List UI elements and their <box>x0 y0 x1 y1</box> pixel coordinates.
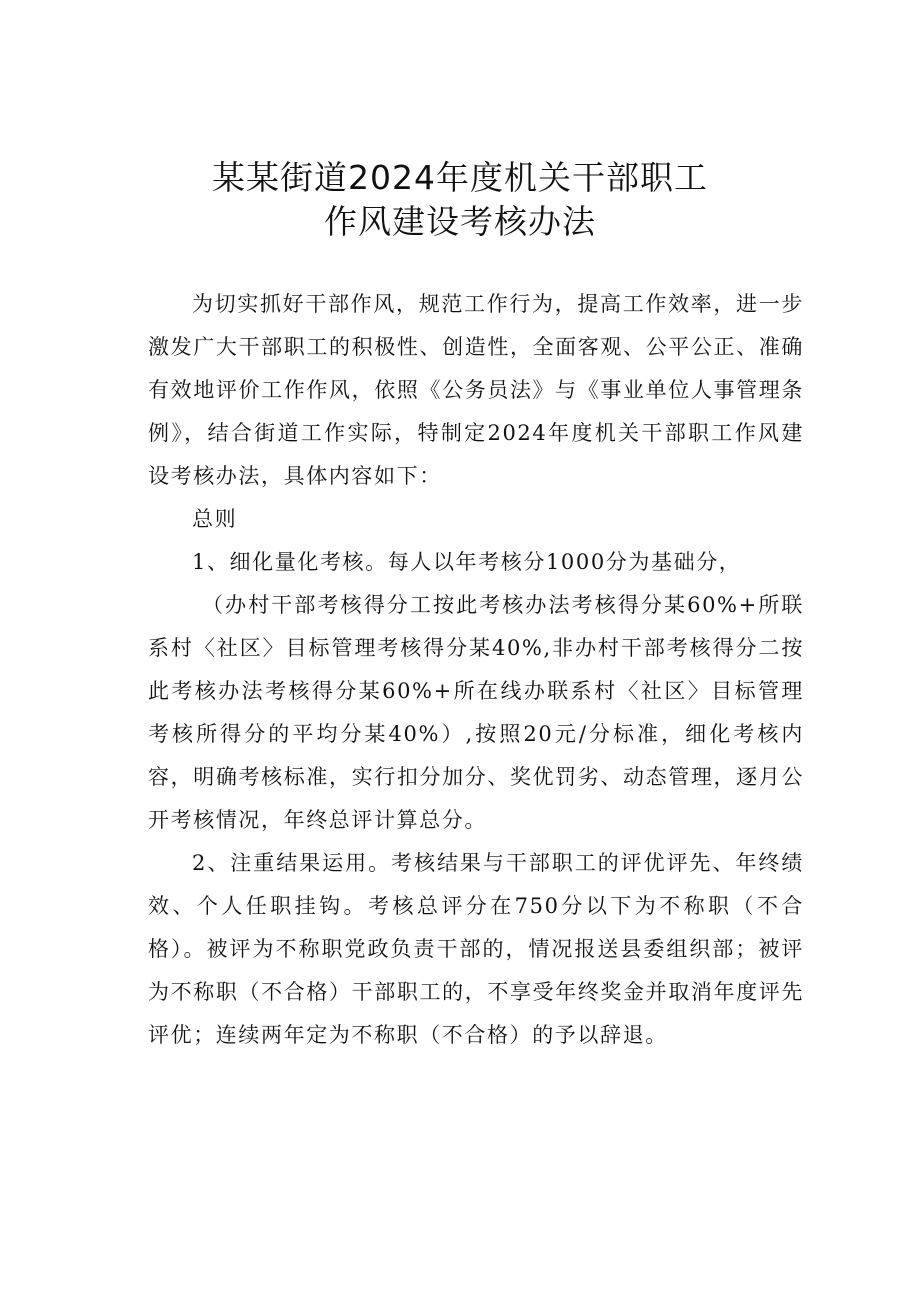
item-1-detail-paragraph: （办村干部考核得分工按此考核办法考核得分某60%+所联系村〈社区〉目标管理考核得分某40%,非办村干部考核得分二按此考核办法考核得分某60%+所在线办联系村〈社区〉目标管理考核所得分的平均分某40%）,按照20元/分标准，细化考核内容，明确考核标准，实行扣分加分、奖优罚劣、动态管理，逐月公开考核情况，年终总评计算总分。 <box>148 593 804 832</box>
item-2-paragraph: 2、注重结果运用。考核结果与干部职工的评优评先、年终绩效、个人任职挂钩。考核总评分在750分以下为不称职（不合格）。被评为不称职党政负责干部的，情况报送县委组织部；被评为不称职（不合格）干部职工的，不享受年终奖金并取消年度评先评优；连续两年定为不称职（不合格）的予以辞退。 <box>148 851 804 1047</box>
intro-paragraph: 为切实抓好干部作风，规范工作行为，提高工作效率，进一步激发广大干部职工的积极性、创造性，全面客观、公平公正、准确有效地评价工作作风，依照《公务员法》与《事业单位人事管理条例》，结合街道工作实际，特制定2024年度机关干部职工作风建设考核办法，具体内容如下： <box>148 292 804 488</box>
document-title-line-2: 作风建设考核办法 <box>324 202 596 241</box>
document-title-line-1: 某某街道2024年度机关干部职工 <box>212 158 708 197</box>
item-1-paragraph: 1、细化量化考核。每人以年考核分1000分为基础分， <box>192 550 742 574</box>
document-body <box>148 283 804 1057</box>
section-heading-general: 总则 <box>192 507 238 531</box>
